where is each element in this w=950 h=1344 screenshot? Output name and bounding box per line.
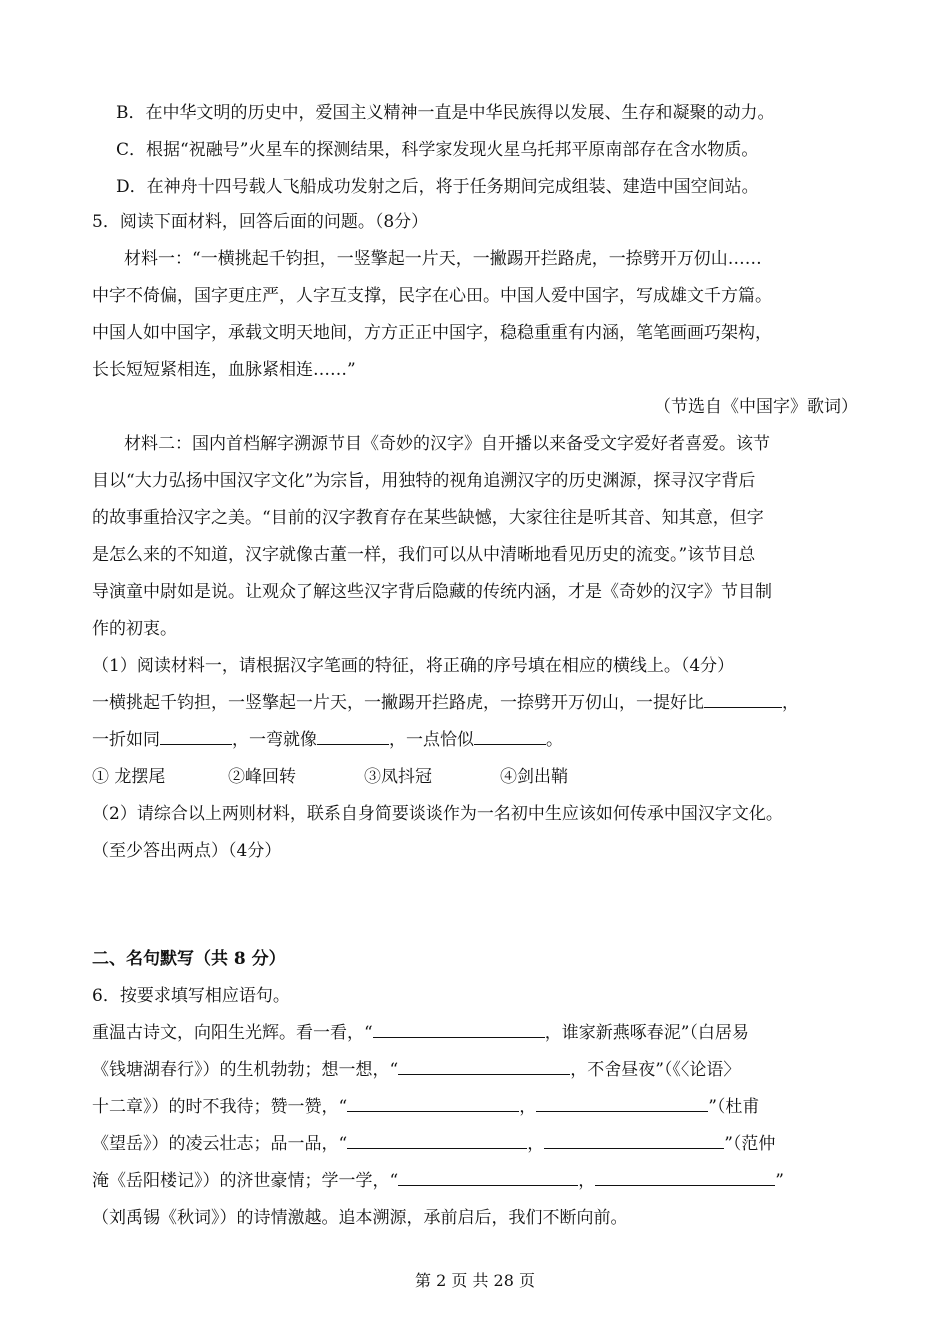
answer-blank[interactable] [373,1015,545,1038]
material-1-line: 材料一：“一横挑起千钧担，一竖擎起一片天，一撇踢开拦路虎，一捺劈开万仞山…… [124,249,762,269]
choice-item: ②峰回转 [228,767,296,787]
answer-blank[interactable] [160,722,232,745]
sub-question-1-line-1: 一横挑起千钧担，一竖擎起一片天，一撇踢开拦路虎，一捺劈开万仞山，一提好比 ， [92,685,799,722]
option-b: B．在中华文明的历史中，爱国主义精神一直是中华民族得以发展、生存和凝聚的动力。 [116,103,775,123]
choice-list [92,759,568,796]
answer-blank[interactable] [398,1052,570,1075]
material-1-source: （节选自《中国字》歌词） [654,397,858,417]
choice-item: ① 龙摆尾 [92,767,166,787]
material-2-line: 作的初衷。 [92,619,177,639]
sub-question-1-line-2: 一折如同 ，一弯就像 ，一点恰似 。 [92,722,563,759]
option-c: C．根据“祝融号”火星车的探测结果，科学家发现火星乌托邦平原南部存在含水物质。 [116,140,759,160]
answer-blank[interactable] [536,1089,708,1112]
material-2-line: 目以“大力弘扬中国汉字文化”为宗旨，用独特的视角追溯汉字的历史渊源，探寻汉字背后 [92,471,756,491]
material-2-line: 的故事重拾汉字之美。“目前的汉字教育存在某些缺憾，大家往往是听其音、知其意，但字 [92,508,764,528]
answer-blank[interactable] [317,722,389,745]
page-number: 第 2 页 共 28 页 [415,1271,535,1290]
poem-line-1: 重温古诗文，向阳生光辉。看一看，“ ，谁家新燕啄春泥”（白居易 [92,1015,749,1052]
answer-blank[interactable] [347,1126,527,1149]
sub-question-2-note: （至少答出两点）（4分） [92,841,282,861]
material-2-line: 导演童中尉如是说。让观众了解这些汉字背后隐藏的传统内涵，才是《奇妙的汉字》节目制 [92,582,772,602]
poem-line-4: 《望岳》）的凌云壮志；品一品，“ ， ”（范仲 [92,1126,775,1163]
answer-blank[interactable] [474,722,546,745]
choice-item: ④剑出鞘 [500,767,568,787]
poem-line-6: （刘禹锡《秋词》）的诗情激越。追本溯源，承前启后，我们不断向前。 [92,1208,628,1228]
poem-line-5: 淹《岳阳楼记》）的济世豪情；学一学，“ ， ” [92,1163,784,1200]
sub-question-1-title: （1）阅读材料一，请根据汉字笔画的特征，将正确的序号填在相应的横线上。（4分） [92,656,735,676]
sub-question-2-title: （2）请综合以上两则材料，联系自身简要谈谈作为一名初中生应该如何传承中国汉字文化。 [92,804,783,824]
answer-blank[interactable] [595,1163,775,1186]
answer-blank[interactable] [398,1163,578,1186]
material-1-line: 长长短短紧相连，血脉紧相连……” [92,360,356,380]
poem-line-3: 十二章》）的时不我待；赞一赞，“ ， ”（杜甫 [92,1089,759,1126]
answer-blank[interactable] [704,685,782,708]
question-6-title: 6．按要求填写相应语句。 [92,986,290,1006]
material-1-line: 中字不倚偏，国字更庄严，人字互支撑，民字在心田。中国人爱中国字，写成雄文千方篇。 [92,286,772,306]
answer-blank[interactable] [544,1126,724,1149]
option-d: D．在神舟十四号载人飞船成功发射之后，将于任务期间完成组装、建造中国空间站。 [116,177,759,197]
material-2-line: 材料二：国内首档解字溯源节目《奇妙的汉字》自开播以来备受文字爱好者喜爱。该节 [124,434,770,454]
material-1-line: 中国人如中国字，承载文明天地间，方方正正中国字，稳稳重重有内涵，笔笔画画巧架构， [92,323,772,343]
section-2-heading: 二、名句默写（共 8 分） [92,949,286,969]
material-2-line: 是怎么来的不知道，汉字就像古董一样，我们可以从中清晰地看见历史的流变。”该节目总 [92,545,756,565]
answer-blank[interactable] [347,1089,519,1112]
poem-line-2: 《钱塘湖春行》）的生机勃勃；想一想，“ ，不舍昼夜”（《〈论语〉 [92,1052,740,1089]
question-5-title: 5．阅读下面材料，回答后面的问题。（8分） [92,212,429,232]
choice-item: ③凤抖冠 [364,767,432,787]
